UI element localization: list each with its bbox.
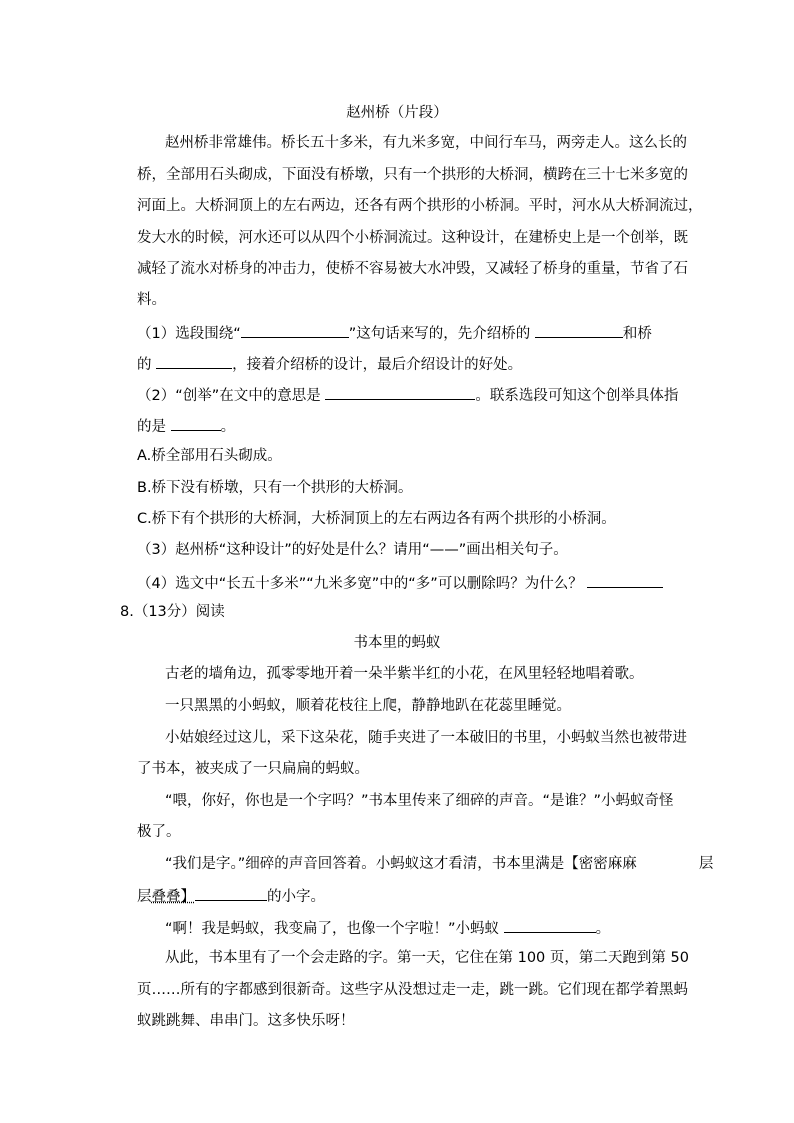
passage2-paragraph: 小姑娘经过这儿，采下这朵花，随手夹进了一本破旧的书里，小蚂蚁当然也被带进 [165, 730, 687, 746]
passage2-paragraph: 页……所有的字都感到很新奇。这些字从没想过走一走，跳一跳。它们现在都学着黑蚂 [137, 982, 688, 998]
question-text: ”这句话来写的，先介绍桥的 [348, 326, 531, 342]
question-4 [137, 573, 663, 593]
answer-blank[interactable] [535, 323, 623, 338]
question-text: ，接着介绍桥的设计，最后介绍设计的好处。 [232, 357, 523, 373]
question-text: 。联系选段可知这个创举具体指 [475, 388, 679, 404]
passage2-title: 书本里的蚂蚁 [353, 635, 441, 651]
answer-blank[interactable] [587, 573, 663, 588]
passage2-paragraph [165, 918, 610, 938]
passage1-line: 河面上。大桥洞顶上的左右两边，还各有两个拱形的小桥洞。平时，河水从大桥洞流过， [137, 198, 703, 214]
passage-text: “啊！我是蚂蚁，我变扁了，也像一个字啦！”小蚂蚁 [165, 921, 500, 937]
answer-blank[interactable] [195, 886, 267, 901]
question-text: （4）选文中“长五十多米”“九米多宽”中的“多”可以删除吗？为什么？ [137, 576, 583, 592]
question-text: （2）“创举”在文中的意思是 [137, 388, 321, 404]
passage2-paragraph: 一只黑黑的小蚂蚁，顺着花枝往上爬，静静地趴在花蕊里睡觉。 [165, 698, 571, 714]
passage2-paragraph: 了书本，被夹成了一只扁扁的蚂蚁。 [137, 761, 369, 777]
question-text: （1）选段围绕“ [137, 326, 241, 342]
passage1-title: 赵州桥（片段） [346, 105, 448, 121]
question-text: 的 [137, 357, 152, 373]
passage2-paragraph [165, 855, 713, 873]
option-b[interactable]: B.桥下没有桥墩，只有一个拱形的大桥洞。 [137, 480, 413, 496]
passage1-line: 减轻了流水对桥身的冲击力，使桥不容易被大水冲毁，又减轻了桥身的重量，节省了石 [137, 261, 688, 277]
passage2-paragraph: 古老的墙角边，孤零零地开着一朵半紫半红的小花，在风里轻轻地唱着歌。 [165, 666, 644, 682]
question-3: （3）赵州桥“这种设计”的好处是什么？请用“——”画出相关句子。 [137, 542, 568, 558]
passage-text: 。 [595, 921, 611, 937]
passage-text: 层 [698, 856, 714, 872]
passage2-paragraph: 蚁跳跳舞、串串门。这多快乐呀！ [137, 1013, 355, 1029]
question-8-header: 8.（13分）阅读 [120, 604, 225, 620]
passage2-paragraph [137, 886, 325, 906]
question-1 [137, 323, 652, 343]
passage-text: 的小字。 [267, 889, 325, 905]
answer-blank[interactable] [504, 918, 596, 933]
passage2-paragraph: 极了。 [137, 824, 181, 840]
passage-text: 叠叠】 [151, 889, 195, 905]
passage2-paragraph: 从此，书本里有了一个会走路的字。第一天，它住在第 100 页，第二天跑到第 50 [165, 950, 689, 966]
answer-blank[interactable] [171, 416, 221, 431]
passage-text: “我们是字。”细碎的声音回答着。小蚂蚁这才看清，书本里满是【密密麻麻 [165, 856, 637, 872]
option-c[interactable]: C.桥下有个拱形的大桥洞，大桥洞顶上的左右两边各有两个拱形的小桥洞。 [137, 511, 616, 527]
passage1-line: 料。 [137, 292, 166, 308]
passage1-line: 桥，全部用石头砌成，下面没有桥墩，只有一个拱形的大桥洞，横跨在三十七米多宽的 [137, 167, 688, 183]
option-a[interactable]: A.桥全部用石头砌成。 [137, 448, 282, 464]
answer-blank[interactable] [156, 354, 232, 369]
answer-blank[interactable] [241, 323, 349, 338]
question-text: 和桥 [622, 326, 652, 342]
question-text: 的是 [137, 419, 166, 435]
passage2-paragraph: “喂，你好，你也是一个字吗？”书本里传来了细碎的声音。“是谁？”小蚂蚁奇怪 [165, 793, 674, 809]
question-2-cont [137, 416, 235, 436]
passage-text: 层 [137, 889, 152, 905]
answer-blank[interactable] [325, 385, 475, 400]
passage1-line: 赵州桥非常雄伟。桥长五十多米，有九米多宽，中间行车马，两旁走人。这么长的 [165, 135, 687, 151]
passage1-line: 发大水的时候，河水还可以从四个小桥洞流过。这种设计，在建桥史上是一个创举，既 [137, 230, 688, 246]
question-2 [137, 385, 678, 405]
question-1-cont [137, 354, 522, 374]
question-text: 。 [220, 419, 236, 435]
